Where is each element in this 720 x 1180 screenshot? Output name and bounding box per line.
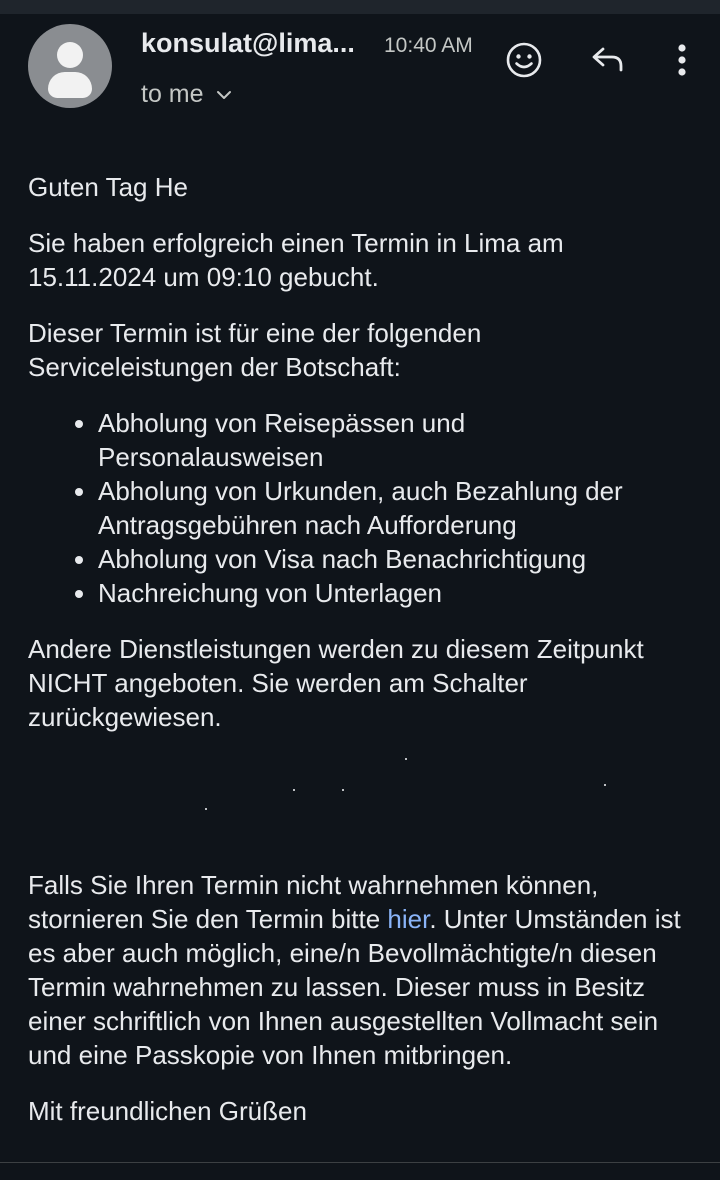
recipient-details-toggle[interactable] xyxy=(141,80,232,109)
notice-text: Andere Dienstleistungen werden zu diesem Zeitpunkt NICHT angeboten. Sie werden am Schalter zurückgewiesen. xyxy=(28,634,644,732)
cancellation-text xyxy=(28,868,688,1072)
speck xyxy=(205,808,207,810)
greeting: Guten Tag He xyxy=(28,172,188,202)
person-avatar-icon[interactable] xyxy=(28,24,112,108)
reply-icon[interactable] xyxy=(588,40,628,80)
closing-text: Mit freundlichen Grüßen xyxy=(28,1096,307,1126)
services-list xyxy=(28,406,688,610)
email-body xyxy=(28,170,688,1150)
recipient-label: to me xyxy=(141,80,204,108)
list-item: • Abholung von Urkunden, auch Bezahlung der Antragsgebühren nach Aufforderung xyxy=(98,474,688,542)
services-intro: Dieser Termin ist für eine der folgenden Serviceleistungen der Botschaft: xyxy=(28,318,482,382)
speck xyxy=(405,758,407,760)
cancel-link[interactable]: hier xyxy=(387,904,430,934)
speck xyxy=(604,784,606,786)
list-item: • Abholung von Reisepässen und Personalausweisen xyxy=(98,406,688,474)
divider xyxy=(0,1162,720,1163)
speck xyxy=(342,789,344,791)
sender-name[interactable]: konsulat@lima... xyxy=(141,28,355,58)
smiley-icon[interactable] xyxy=(504,40,544,80)
avatar-body xyxy=(48,72,92,98)
status-bar xyxy=(0,0,720,14)
avatar-head xyxy=(57,42,83,68)
more-vertical-icon[interactable] xyxy=(662,40,702,80)
cancellation-text-part2: . Unter Umständen ist es aber auch möglich, eine/n Bevollmächtigte/n diesen Termin wahrnehmen zu lassen. Dieser muss in Besitz einer schriftlich von Ihnen ausgestellten Vollmacht sein und eine Passkopie von Ihnen mitbringen. xyxy=(28,904,681,1070)
redacted-area xyxy=(28,756,688,868)
list-item: • Abholung von Visa nach Benachrichtigung xyxy=(98,542,688,576)
list-item: • Nachreichung von Unterlagen xyxy=(98,576,688,610)
speck xyxy=(293,789,295,791)
confirmation-text: Sie haben erfolgreich einen Termin in Lima am 15.11.2024 um 09:10 gebucht. xyxy=(28,228,564,292)
cancellation-text-part1: Falls Sie Ihren Termin nicht wahrnehmen können, stornieren Sie den Termin bitte xyxy=(28,870,599,934)
email-header xyxy=(0,14,720,124)
chevron-down-icon xyxy=(216,90,232,100)
sent-time: 10:40 AM xyxy=(384,34,473,57)
